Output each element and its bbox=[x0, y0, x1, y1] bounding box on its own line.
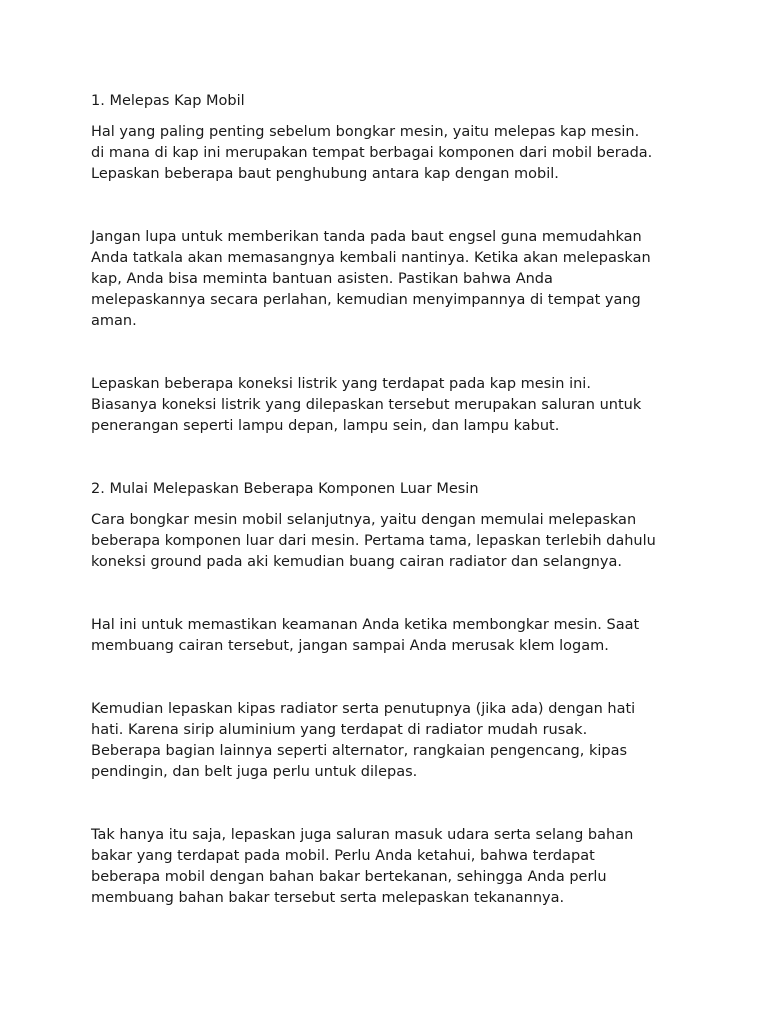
paragraph: Cara bongkar mesin mobil selanjutnya, yaitu dengan memulai melepaskan beberapa komponen luar dari mesin. Pertama tama, lepaskan terlebih dahulu koneksi ground pada aki kemudian buang cairan radiator dan selangnya. bbox=[91, 512, 656, 570]
paragraph: Lepaskan beberapa koneksi listrik yang terdapat pada kap mesin ini. Biasanya koneksi listrik yang dilepaskan tersebut merupakan saluran untuk penerangan seperti lampu depan, lampu sein, dan lampu kabut. bbox=[91, 376, 642, 434]
paragraph: Jangan lupa untuk memberikan tanda pada baut engsel guna memudahkan Anda tatkala akan memasangnya kembali nantinya. Ketika akan melepaskan kap, Anda bisa meminta bantuan asisten. Pastikan bahwa Anda melepaskannya secara perlahan, kemudian menyimpannya di tempat yang aman. bbox=[91, 229, 651, 329]
section-melepaskan-komponen-luar bbox=[91, 479, 691, 909]
paragraph: Hal yang paling penting sebelum bongkar mesin, yaitu melepas kap mesin. di mana di kap ini merupakan tempat berbagai komponen dari mobil berada. Lepaskan beberapa baut penghubung antara kap dengan mobil. bbox=[91, 124, 653, 182]
section-heading: 2. Mulai Melepaskan Beberapa Komponen Luar Mesin bbox=[91, 481, 479, 497]
section-melepas-kap-mobil bbox=[91, 91, 691, 437]
paragraph: Tak hanya itu saja, lepaskan juga saluran masuk udara serta selang bahan bakar yang terdapat pada mobil. Perlu Anda ketahui, bahwa terdapat beberapa mobil dengan bahan bakar bertekanan, sehingga Anda perlu membuang bahan bakar tersebut serta melepaskan tekanannya. bbox=[91, 827, 634, 906]
paragraph: Kemudian lepaskan kipas radiator serta penutupnya (jika ada) dengan hati hati. Karena sirip aluminium yang terdapat di radiator mudah rusak. Beberapa bagian lainnya seperti alternator, rangkaian pengencang, kipas pendingin, dan belt juga perlu untuk dilepas. bbox=[91, 701, 636, 780]
paragraph: Hal ini untuk memastikan keamanan Anda ketika membongkar mesin. Saat membuang cairan tersebut, jangan sampai Anda merusak klem logam. bbox=[91, 617, 640, 654]
section-heading: 1. Melepas Kap Mobil bbox=[91, 93, 245, 109]
document-page bbox=[91, 91, 691, 909]
